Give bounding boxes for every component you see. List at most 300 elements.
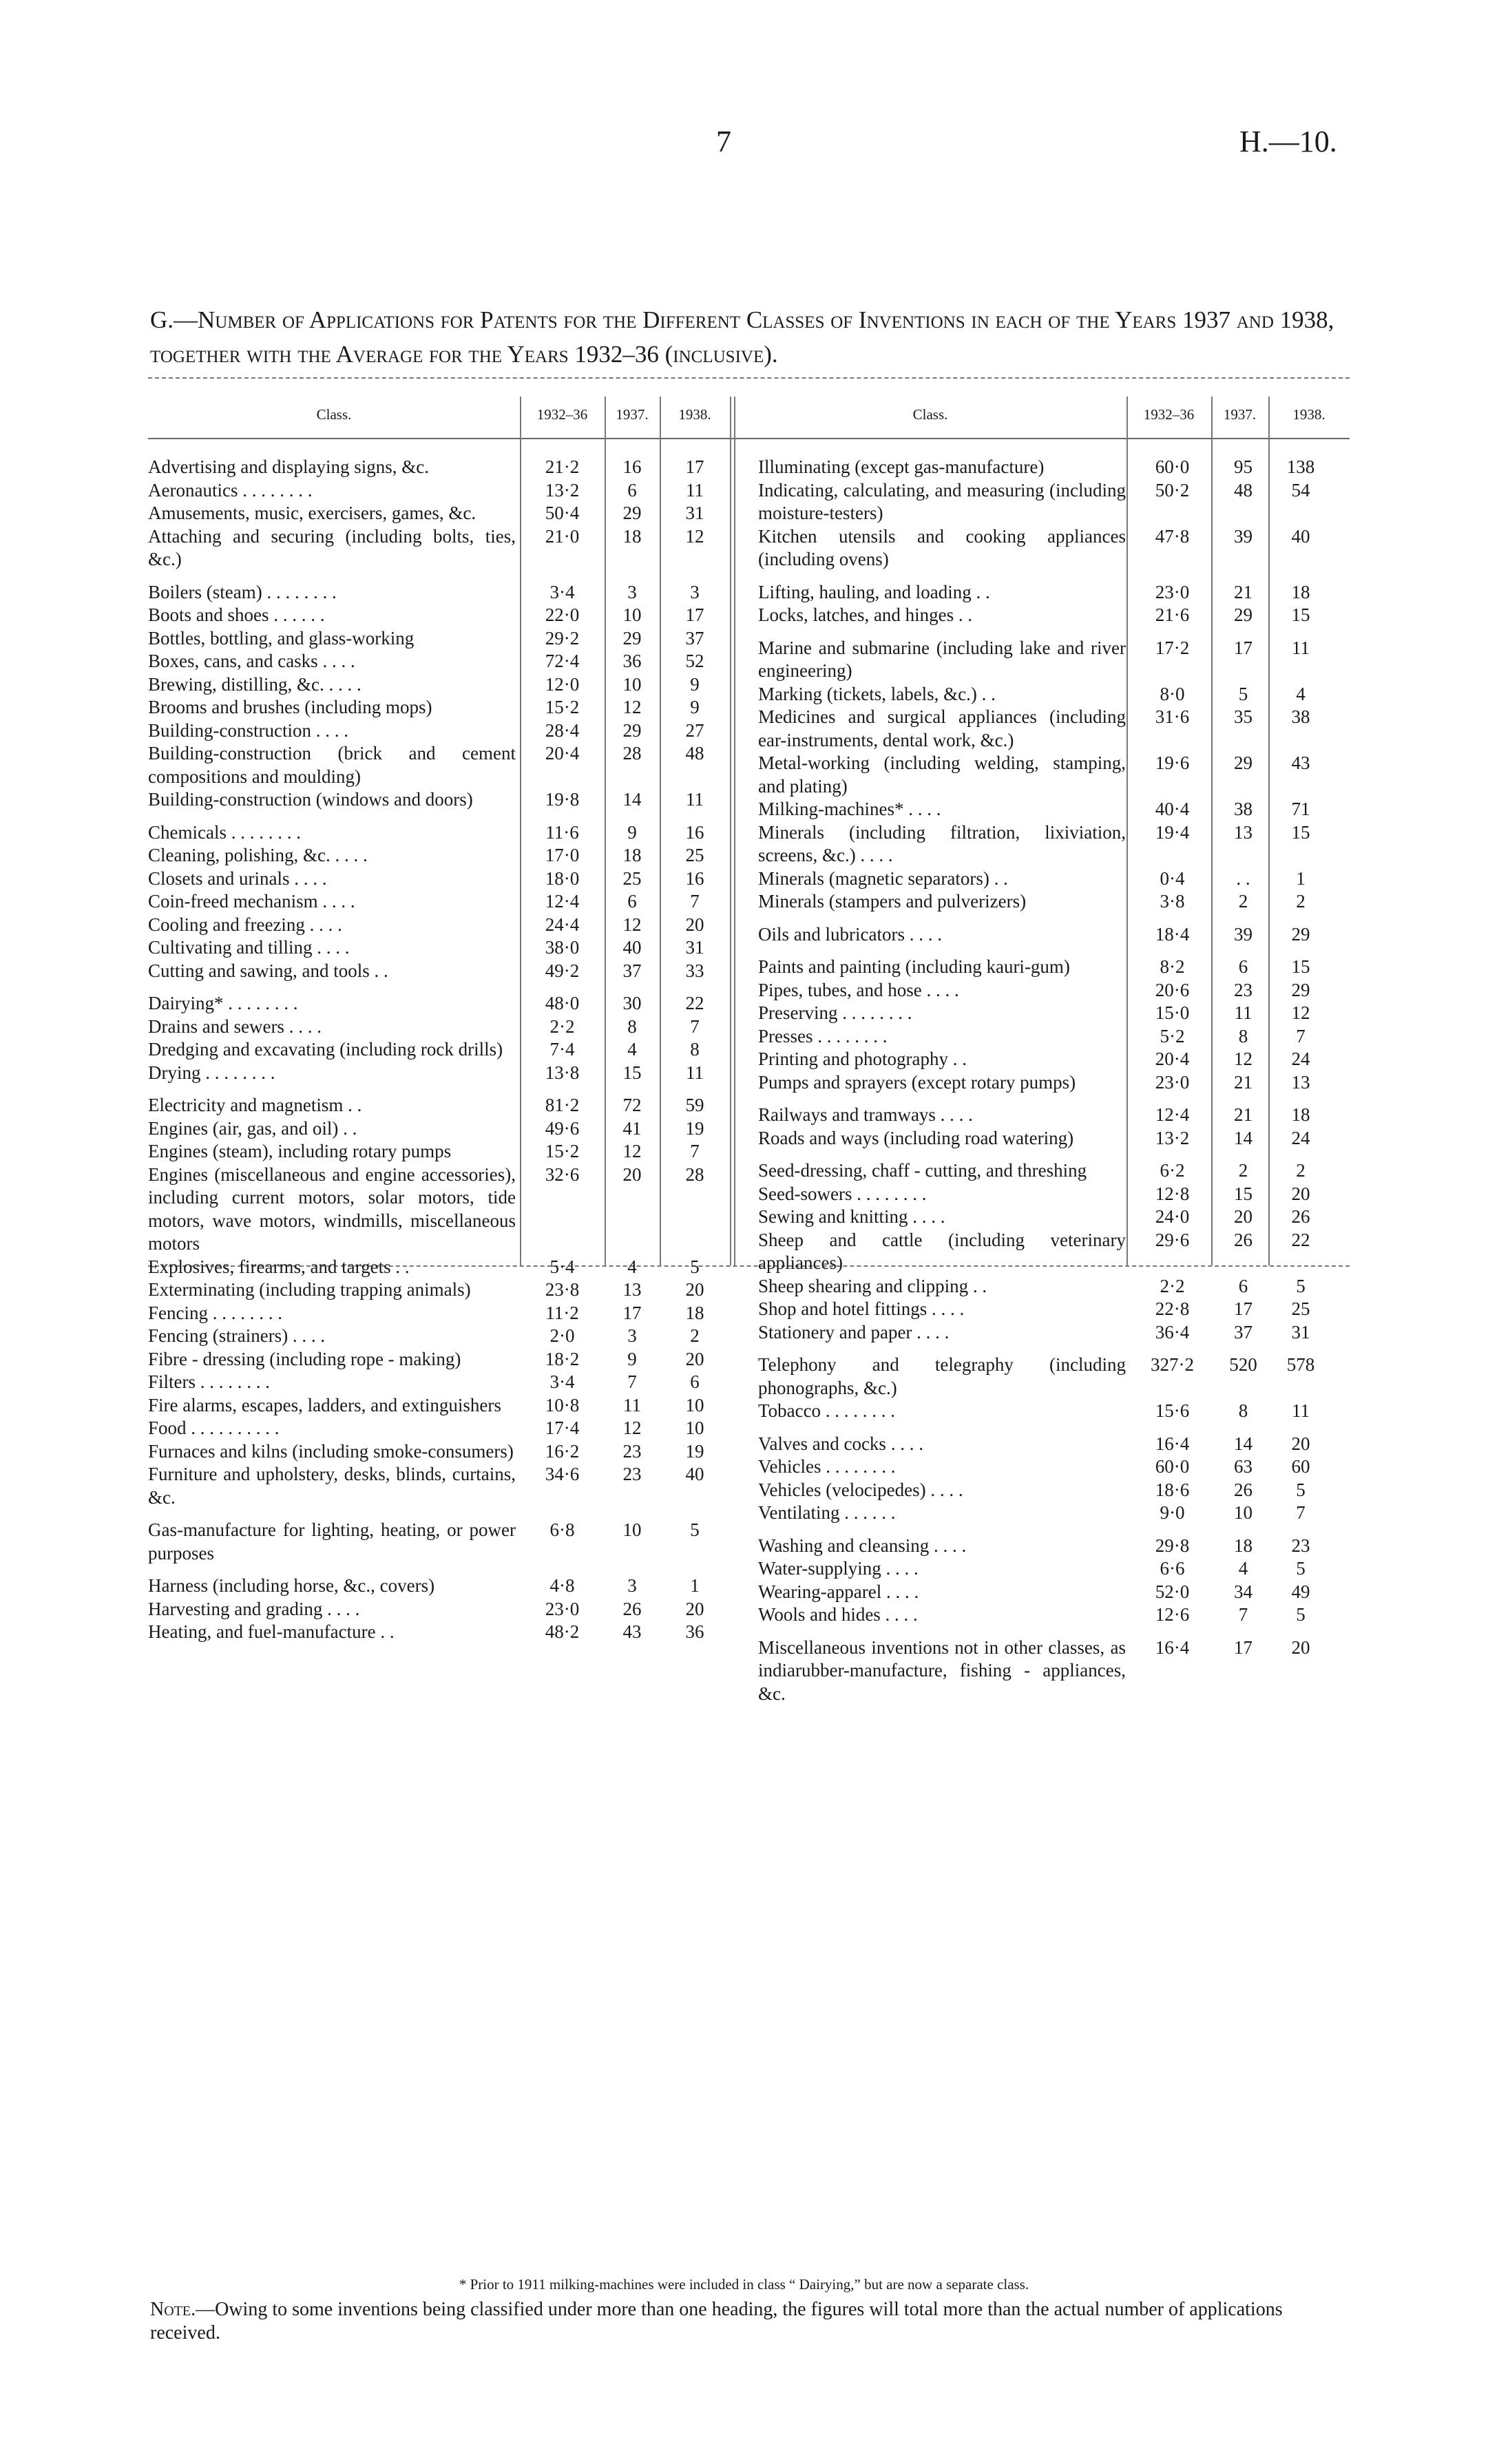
y1937-cell: 2 <box>1238 1160 1248 1181</box>
y1937-cell: 11 <box>623 1394 641 1415</box>
table-row <box>148 719 730 743</box>
note-label: Note. <box>150 2299 196 2320</box>
y1938-cell: 36 <box>685 1621 704 1642</box>
table-row <box>148 1302 730 1325</box>
y1937-cell: 30 <box>622 993 642 1013</box>
class-cell: Fencing . . . . . . . . <box>148 1302 282 1323</box>
avg-1932-36-cell: 6·6 <box>1160 1558 1185 1579</box>
avg-1932-36-cell: 23·8 <box>545 1279 580 1300</box>
y1937-cell: 14 <box>1234 1127 1253 1148</box>
avg-1932-36-cell: 19·4 <box>1155 821 1190 843</box>
table-row <box>758 1400 1350 1423</box>
table-row <box>758 1433 1350 1456</box>
y1938-cell: 20 <box>1291 1636 1310 1658</box>
avg-1932-36-cell: 22·0 <box>545 604 580 625</box>
table-row <box>148 742 730 788</box>
avg-1932-36-cell: 23·0 <box>1155 1071 1190 1093</box>
table-row <box>148 1325 730 1348</box>
table-row <box>758 1275 1350 1298</box>
avg-1932-36-cell: 18·2 <box>545 1348 580 1369</box>
table-row <box>148 1565 730 1575</box>
class-cell: Minerals (magnetic separators) . . <box>758 867 1008 889</box>
y1937-cell: 7 <box>1238 1604 1248 1625</box>
avg-1932-36-cell: 29·8 <box>1155 1535 1190 1556</box>
table-row <box>758 979 1350 1002</box>
table-row <box>148 788 730 812</box>
table-row <box>758 956 1350 979</box>
table-row <box>758 1479 1350 1502</box>
y1938-cell: 31 <box>685 937 704 958</box>
avg-1932-36-cell: 50·2 <box>1155 479 1190 501</box>
class-cell: Metal-working (including welding, stamping, and plating) <box>758 752 1126 797</box>
avg-1932-36-cell: 17·2 <box>1155 637 1190 658</box>
table-row <box>148 571 730 581</box>
avg-1932-36-cell: 16·2 <box>545 1440 580 1462</box>
class-cell: Paints and painting (including kauri-gum) <box>758 956 1070 977</box>
avg-1932-36-cell: 12·4 <box>1155 1104 1190 1125</box>
class-cell: Heating, and fuel-manufacture . . <box>148 1621 395 1642</box>
y1937-cell: 26 <box>1234 1479 1253 1500</box>
class-cell: Railways and tramways . . . . <box>758 1104 973 1125</box>
avg-1932-36-cell: 327·2 <box>1151 1354 1194 1375</box>
avg-1932-36-cell: 19·6 <box>1155 752 1190 773</box>
y1938-cell: 33 <box>685 960 704 981</box>
table-row <box>758 1183 1350 1206</box>
class-cell: Presses . . . . . . . . <box>758 1025 888 1046</box>
class-cell: Engines (air, gas, and oil) . . <box>148 1117 357 1139</box>
table-row <box>148 1348 730 1371</box>
y1937-cell: 48 <box>1234 479 1253 501</box>
table-row <box>148 627 730 651</box>
y1937-cell: 4 <box>627 1256 637 1277</box>
table-row <box>148 1598 730 1621</box>
y1938-cell: 48 <box>685 743 704 764</box>
y1937-cell: 41 <box>622 1117 642 1139</box>
y1937-cell: 38 <box>1234 799 1253 819</box>
y1938-cell: 10 <box>685 1418 704 1438</box>
avg-1932-36-cell: 72·4 <box>545 651 580 671</box>
table-row <box>758 706 1350 752</box>
table-row <box>758 914 1350 923</box>
class-cell: Sheep shearing and clipping . . <box>758 1275 987 1296</box>
avg-1932-36-cell: 3·8 <box>1160 891 1185 912</box>
header-1938-right: 1938. <box>1292 406 1325 423</box>
table-row <box>758 581 1350 604</box>
y1937-cell: 16 <box>622 456 642 477</box>
avg-1932-36-cell: 11·2 <box>545 1302 579 1323</box>
class-cell: Milking-machines* . . . . <box>758 799 941 819</box>
y1937-cell: 39 <box>1234 923 1253 945</box>
class-cell: Wearing-apparel . . . . <box>758 1581 919 1602</box>
y1938-cell: 27 <box>685 719 704 741</box>
avg-1932-36-cell: 20·4 <box>545 743 580 764</box>
class-cell: Furnaces and kilns (including smoke-consumers) <box>148 1440 514 1462</box>
avg-1932-36-cell: 15·2 <box>545 697 580 717</box>
y1937-cell: 36 <box>622 651 642 671</box>
class-cell: Food . . . . . . . . . . <box>148 1418 280 1438</box>
y1937-cell: 520 <box>1229 1354 1257 1375</box>
header-1938-left: 1938. <box>678 406 711 423</box>
y1937-cell: 20 <box>622 1163 642 1185</box>
y1938-cell: 2 <box>690 1325 700 1346</box>
y1938-cell: 25 <box>1291 1298 1310 1319</box>
class-cell: Exterminating (including trapping animals) <box>148 1279 471 1300</box>
table-row <box>148 914 730 937</box>
y1938-cell: 9 <box>690 673 700 695</box>
table-row <box>148 812 730 821</box>
table-row <box>758 752 1350 798</box>
class-cell: Oils and lubricators . . . . <box>758 923 942 945</box>
class-cell: Building-construction (brick and cement compositions and moulding) <box>148 743 516 787</box>
class-cell: Engines (miscellaneous and engine accessories), including current motors, solar motors, tide motors, wave motors, windmills, miscellaneous motors <box>148 1163 516 1254</box>
table-row <box>148 1094 730 1117</box>
y1937-cell: 6 <box>627 479 637 501</box>
class-cell: Marine and submarine (including lake and river engineering) <box>758 637 1126 681</box>
table-row <box>758 1581 1350 1604</box>
avg-1932-36-cell: 15·6 <box>1155 1400 1190 1421</box>
class-cell: Drying . . . . . . . . <box>148 1062 275 1083</box>
avg-1932-36-cell: 3·4 <box>549 1371 575 1392</box>
y1937-cell: 2 <box>1238 891 1248 912</box>
avg-1932-36-cell: 24·4 <box>545 914 580 935</box>
table-row <box>758 1104 1350 1127</box>
y1937-cell: 17 <box>622 1302 642 1323</box>
avg-1932-36-cell: 9·0 <box>1160 1502 1185 1523</box>
table-row <box>148 982 730 992</box>
y1938-cell: 15 <box>1291 604 1310 625</box>
class-cell: Ventilating . . . . . . <box>758 1502 896 1523</box>
y1937-cell: 12 <box>622 914 642 935</box>
y1938-cell: 19 <box>685 1440 704 1462</box>
y1937-cell: 63 <box>1234 1456 1253 1477</box>
y1937-cell: 17 <box>1234 1636 1253 1658</box>
y1937-cell: 14 <box>1234 1433 1253 1454</box>
avg-1932-36-cell: 50·4 <box>545 503 580 523</box>
y1938-cell: 4 <box>1296 683 1306 704</box>
class-cell: Advertising and displaying signs, &c. <box>148 456 429 477</box>
avg-1932-36-cell: 52·0 <box>1155 1581 1190 1602</box>
table-row <box>758 867 1350 891</box>
header-1937-right: 1937. <box>1223 406 1257 423</box>
y1937-cell: 23 <box>622 1464 642 1484</box>
header-avg-left: 1932–36 <box>536 406 588 423</box>
class-cell: Aeronautics . . . . . . . . <box>148 479 313 501</box>
class-cell: Medicines and surgical appliances (including ear-instruments, dental work, &c.) <box>758 706 1126 750</box>
y1938-cell: 28 <box>685 1163 704 1185</box>
y1938-cell: 5 <box>1296 1558 1306 1579</box>
y1938-cell: 16 <box>685 867 704 889</box>
document-reference: H.—10. <box>1239 125 1337 158</box>
y1938-cell: 6 <box>690 1371 700 1392</box>
title-label: G.— <box>150 306 198 333</box>
avg-1932-36-cell: 48·2 <box>545 1621 580 1642</box>
class-cell: Sewing and knitting . . . . <box>758 1206 945 1227</box>
class-cell: Locks, latches, and hinges . . <box>758 604 973 625</box>
class-cell: Explosives, firearms, and targets . . <box>148 1256 410 1277</box>
avg-1932-36-cell: 23·0 <box>545 1598 580 1619</box>
class-cell: Miscellaneous inventions not in other classes, as indiarubber-manufacture, fishing - appliances, &c. <box>758 1636 1126 1704</box>
table-row <box>148 1621 730 1644</box>
y1937-cell: 25 <box>622 867 642 889</box>
header-class-left: Class. <box>316 406 352 423</box>
table-row <box>758 1603 1350 1627</box>
table-row <box>148 1015 730 1039</box>
y1937-cell: 43 <box>622 1621 642 1642</box>
class-cell: Chemicals . . . . . . . . <box>148 821 301 843</box>
table-row <box>758 1354 1350 1400</box>
avg-1932-36-cell: 17·0 <box>545 845 580 865</box>
table-row <box>148 890 730 914</box>
table-row <box>758 1127 1350 1150</box>
class-cell: Pipes, tubes, and hose . . . . <box>758 979 959 1000</box>
class-cell: Kitchen utensils and cooking appliances (including ovens) <box>758 525 1126 569</box>
y1937-cell: 21 <box>1234 581 1253 602</box>
class-cell: Harness (including horse, &c., covers) <box>148 1575 435 1596</box>
y1938-cell: 20 <box>1291 1433 1310 1454</box>
class-cell: Bottles, bottling, and glass-working <box>148 627 415 649</box>
class-cell: Vehicles . . . . . . . . <box>758 1456 896 1477</box>
table-row <box>148 1417 730 1440</box>
avg-1932-36-cell: 3·4 <box>549 581 575 602</box>
header-avg-right: 1932–36 <box>1143 406 1195 423</box>
class-cell: Engines (steam), including rotary pumps <box>148 1141 452 1161</box>
y1937-cell: 15 <box>622 1062 642 1083</box>
table-row <box>758 890 1350 914</box>
y1938-cell: 49 <box>1291 1581 1310 1602</box>
table-row <box>148 581 730 604</box>
avg-1932-36-cell: 60·0 <box>1155 456 1190 477</box>
y1937-cell: 20 <box>1234 1206 1253 1227</box>
y1938-cell: 2 <box>1296 891 1306 912</box>
table-row <box>148 1117 730 1141</box>
class-cell: Drains and sewers . . . . <box>148 1015 322 1037</box>
avg-1932-36-cell: 49·2 <box>545 960 580 981</box>
y1937-cell: 10 <box>622 1519 642 1540</box>
y1938-cell: 24 <box>1291 1127 1310 1148</box>
class-cell: Indicating, calculating, and measuring (including moisture-testers) <box>758 479 1126 523</box>
avg-1932-36-cell: 31·6 <box>1155 706 1190 727</box>
table-row <box>148 1256 730 1279</box>
y1937-cell: 18 <box>622 525 642 547</box>
avg-1932-36-cell: 18·6 <box>1155 1479 1190 1500</box>
table-row <box>758 1002 1350 1025</box>
avg-1932-36-cell: 60·0 <box>1155 1456 1190 1477</box>
title-text: Number of Applications for Patents for the Different Classes of Inventions in each of the Years 1937 and 1938, together with the Average for the Years 1932–36 (inclusive). <box>150 306 1334 368</box>
table-row <box>758 821 1350 867</box>
class-cell: Printing and photography . . <box>758 1049 967 1069</box>
avg-1932-36-cell: 48·0 <box>545 993 580 1013</box>
avg-1932-36-cell: 11·6 <box>545 821 579 843</box>
table-row <box>758 1525 1350 1535</box>
header-1937-left: 1937. <box>616 406 649 423</box>
y1938-cell: 13 <box>1291 1071 1310 1093</box>
y1937-cell: 17 <box>1234 637 1253 658</box>
y1938-cell: 24 <box>1291 1049 1310 1069</box>
y1938-cell: 40 <box>1291 525 1310 547</box>
y1937-cell: 29 <box>1234 752 1253 773</box>
class-cell: Vehicles (velocipedes) . . . . <box>758 1479 963 1500</box>
patent-classes-table <box>148 377 1350 1704</box>
table-row <box>148 1140 730 1163</box>
avg-1932-36-cell: 20·6 <box>1155 979 1190 1000</box>
avg-1932-36-cell: 10·8 <box>545 1394 580 1415</box>
y1938-cell: 37 <box>685 627 704 649</box>
y1938-cell: 25 <box>685 845 704 865</box>
y1938-cell: 54 <box>1291 479 1310 501</box>
y1937-cell: 39 <box>1234 525 1253 547</box>
y1937-cell: 29 <box>622 503 642 523</box>
table-row <box>148 1509 730 1519</box>
y1937-cell: 5 <box>1238 683 1248 704</box>
table-row <box>148 696 730 719</box>
y1937-cell: 8 <box>1238 1025 1248 1046</box>
table-row <box>148 1038 730 1062</box>
table-row <box>148 479 730 503</box>
avg-1932-36-cell: 21·6 <box>1155 604 1190 625</box>
note <box>150 2298 1348 2345</box>
class-cell: Electricity and magnetism . . <box>148 1095 362 1115</box>
table-row <box>148 456 730 479</box>
class-cell: Marking (tickets, labels, &c.) . . <box>758 683 996 704</box>
table-row <box>758 1627 1350 1636</box>
table-row <box>758 604 1350 627</box>
y1938-cell: 22 <box>1291 1229 1310 1250</box>
table-row <box>758 1636 1350 1706</box>
table-row <box>758 1344 1350 1354</box>
table-row <box>758 1071 1350 1095</box>
y1937-cell: 14 <box>622 789 642 810</box>
class-cell: Telephony and telegraphy (including phonographs, &c.) <box>758 1354 1126 1398</box>
y1938-cell: 138 <box>1286 456 1315 477</box>
y1938-cell: 18 <box>1291 1104 1310 1125</box>
table-row <box>758 1205 1350 1229</box>
y1938-cell: 18 <box>685 1302 704 1323</box>
table-row <box>148 1062 730 1085</box>
avg-1932-36-cell: 6·8 <box>549 1519 575 1540</box>
class-cell: Filters . . . . . . . . <box>148 1371 271 1392</box>
y1938-cell: 18 <box>1291 581 1310 602</box>
table-row <box>758 1048 1350 1071</box>
class-cell: Valves and cocks . . . . <box>758 1433 923 1454</box>
y1938-cell: 20 <box>685 1279 704 1300</box>
table-row <box>758 1298 1350 1321</box>
class-cell: Minerals (stampers and pulverizers) <box>758 891 1027 912</box>
avg-1932-36-cell: 38·0 <box>545 937 580 958</box>
class-cell: Boots and shoes . . . . . . <box>148 604 325 625</box>
y1938-cell: 5 <box>1296 1479 1306 1500</box>
y1937-cell: 9 <box>627 821 637 843</box>
avg-1932-36-cell: 32·6 <box>545 1163 580 1185</box>
y1937-cell: 26 <box>622 1598 642 1619</box>
table-row <box>758 1557 1350 1581</box>
table-row <box>758 1502 1350 1525</box>
y1937-cell: 29 <box>622 627 642 649</box>
avg-1932-36-cell: 13·8 <box>545 1062 580 1083</box>
table-row <box>758 1150 1350 1159</box>
y1937-cell: 3 <box>627 1575 637 1596</box>
class-cell: Lifting, hauling, and loading . . <box>758 581 990 602</box>
table-row <box>148 1371 730 1394</box>
avg-1932-36-cell: 16·4 <box>1155 1636 1190 1658</box>
y1938-cell: 31 <box>685 503 704 523</box>
y1937-cell: 23 <box>1234 979 1253 1000</box>
avg-1932-36-cell: 2·2 <box>1160 1275 1185 1296</box>
y1937-cell: 6 <box>1238 956 1248 977</box>
class-cell: Tobacco . . . . . . . . <box>758 1400 896 1421</box>
avg-1932-36-cell: 4·8 <box>549 1575 575 1596</box>
y1938-cell: 71 <box>1291 799 1310 819</box>
avg-1932-36-cell: 12·6 <box>1155 1604 1190 1625</box>
class-cell: Dredging and excavating (including rock drills) <box>148 1039 503 1060</box>
y1938-cell: 60 <box>1291 1456 1310 1477</box>
class-cell: Wools and hides . . . . <box>758 1604 918 1625</box>
y1938-cell: 5 <box>690 1256 700 1277</box>
class-cell: Washing and cleansing . . . . <box>758 1535 967 1556</box>
table-header-rule <box>148 438 1350 439</box>
class-cell: Furniture and upholstery, desks, blinds, curtains, &c. <box>148 1464 516 1508</box>
class-cell: Coin-freed mechanism . . . . <box>148 891 355 912</box>
class-cell: Harvesting and grading . . . . <box>148 1598 360 1619</box>
avg-1932-36-cell: 34·6 <box>545 1464 580 1484</box>
y1938-cell: 59 <box>685 1095 704 1115</box>
class-cell: Shop and hotel fittings . . . . <box>758 1298 965 1319</box>
y1938-cell: 7 <box>1296 1502 1306 1523</box>
class-cell: Amusements, music, exercisers, games, &c. <box>148 503 476 523</box>
y1937-cell: 13 <box>622 1279 642 1300</box>
y1938-cell: 11 <box>1292 637 1310 658</box>
y1937-cell: 8 <box>1238 1400 1248 1421</box>
class-cell: Boilers (steam) . . . . . . . . <box>148 581 337 602</box>
column-divider <box>730 397 731 1265</box>
table-row <box>148 960 730 983</box>
table-row <box>148 821 730 845</box>
class-cell: Brewing, distilling, &c. . . . . <box>148 673 361 695</box>
y1938-cell: 20 <box>685 1598 704 1619</box>
class-cell: Building-construction . . . . <box>148 719 348 741</box>
class-cell: Fencing (strainers) . . . . <box>148 1325 326 1346</box>
y1937-cell: 18 <box>1234 1535 1253 1556</box>
avg-1932-36-cell: 28·4 <box>545 719 580 741</box>
y1937-cell: 13 <box>1234 821 1253 843</box>
table-row <box>758 637 1350 683</box>
y1937-cell: . . <box>1236 867 1250 889</box>
table-row <box>148 502 730 525</box>
avg-1932-36-cell: 17·4 <box>545 1418 580 1438</box>
avg-1932-36-cell: 15·0 <box>1155 1002 1190 1023</box>
page-number: 7 <box>716 125 731 158</box>
y1938-cell: 5 <box>1296 1604 1306 1625</box>
y1938-cell: 20 <box>1291 1183 1310 1204</box>
y1937-cell: 9 <box>627 1348 637 1369</box>
y1938-cell: 11 <box>686 479 704 501</box>
class-cell: Gas-manufacture for lighting, heating, or power purposes <box>148 1519 516 1563</box>
avg-1932-36-cell: 18·0 <box>545 867 580 889</box>
avg-1932-36-cell: 8·2 <box>1160 956 1185 977</box>
y1937-cell: 95 <box>1234 456 1253 477</box>
note-text: —Owing to some inventions being classified under more than one heading, the figures will total more than the actual number of applications received. <box>150 2299 1283 2344</box>
y1938-cell: 7 <box>1296 1025 1306 1046</box>
avg-1932-36-cell: 15·2 <box>545 1141 580 1161</box>
y1938-cell: 26 <box>1291 1206 1310 1227</box>
table-row <box>148 1440 730 1464</box>
table-row <box>758 479 1350 525</box>
table-row <box>758 1159 1350 1183</box>
y1937-cell: 11 <box>1234 1002 1253 1023</box>
y1938-cell: 38 <box>1291 706 1310 727</box>
y1938-cell: 15 <box>1291 821 1310 843</box>
class-cell: Cutting and sawing, and tools . . <box>148 960 388 981</box>
y1937-cell: 6 <box>627 891 637 912</box>
